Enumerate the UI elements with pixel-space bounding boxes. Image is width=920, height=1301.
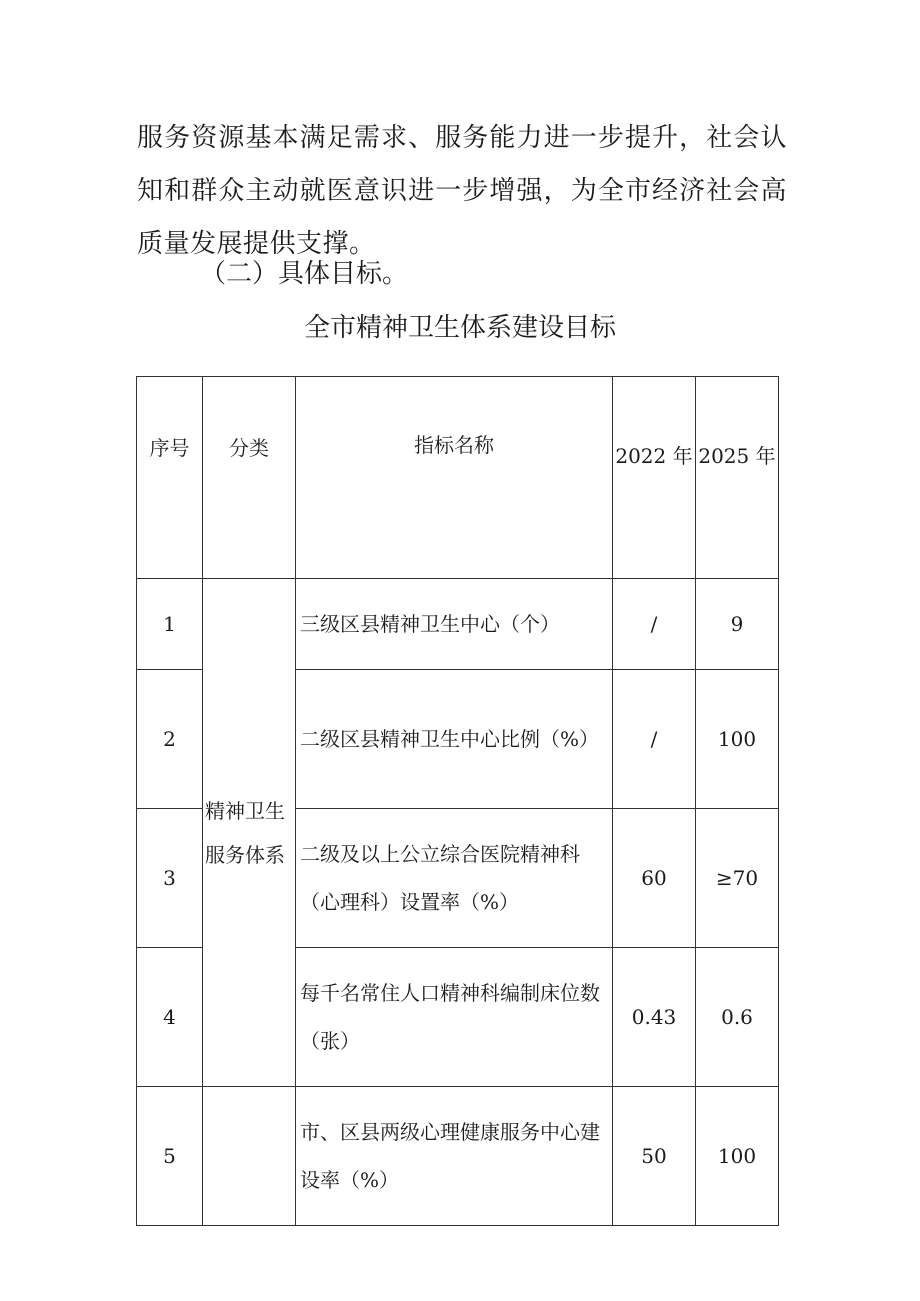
row-indicator: 二级区县精神卫生中心比例（%） bbox=[296, 670, 613, 809]
row-indicator: 市、区县两级心理健康服务中心建设率（%） bbox=[296, 1087, 613, 1226]
row-index: 5 bbox=[137, 1087, 203, 1226]
row-value-2025: ≥70 bbox=[696, 809, 779, 948]
table-caption: 全市精神卫生体系建设目标 bbox=[303, 313, 616, 343]
row-value-2022: 60 bbox=[613, 809, 696, 948]
row-value-2022: 0.43 bbox=[613, 948, 696, 1087]
row-value-2025: 100 bbox=[696, 670, 779, 809]
table-row bbox=[137, 1087, 779, 1226]
row-value-2025: 0.6 bbox=[696, 948, 779, 1087]
row-index: 2 bbox=[137, 670, 203, 809]
category-cell: 精神卫生服务体系 bbox=[203, 579, 296, 1087]
row-indicator: 二级及以上公立综合医院精神科（心理科）设置率（%） bbox=[296, 809, 613, 948]
header-indicator: 指标名称 bbox=[296, 377, 613, 579]
table-header-row bbox=[137, 377, 779, 579]
goals-table bbox=[136, 376, 779, 1226]
header-category: 分类 bbox=[203, 377, 296, 579]
row-index: 1 bbox=[137, 579, 203, 670]
table-row bbox=[137, 579, 779, 670]
row-index: 4 bbox=[137, 948, 203, 1087]
row-indicator: 三级区县精神卫生中心（个） bbox=[296, 579, 613, 670]
row-value-2022: / bbox=[613, 579, 696, 670]
section-subheading: （二）具体目标。 bbox=[200, 259, 409, 289]
row-value-2022: / bbox=[613, 670, 696, 809]
header-index: 序号 bbox=[137, 377, 203, 579]
intro-paragraph: 服务资源基本满足需求、服务能力进一步提升，社会认知和群众主动就医意识进一步增强，为全市经济社会高质量发展提供支撑。 bbox=[137, 123, 787, 259]
header-2025: 2025 年 bbox=[696, 377, 779, 579]
row-value-2022: 50 bbox=[613, 1087, 696, 1226]
header-2022: 2022 年 bbox=[613, 377, 696, 579]
row-index: 3 bbox=[137, 809, 203, 948]
row-value-2025: 9 bbox=[696, 579, 779, 670]
row-value-2025: 100 bbox=[696, 1087, 779, 1226]
row-indicator: 每千名常住人口精神科编制床位数（张） bbox=[296, 948, 613, 1087]
category-cell-empty bbox=[203, 1087, 296, 1226]
